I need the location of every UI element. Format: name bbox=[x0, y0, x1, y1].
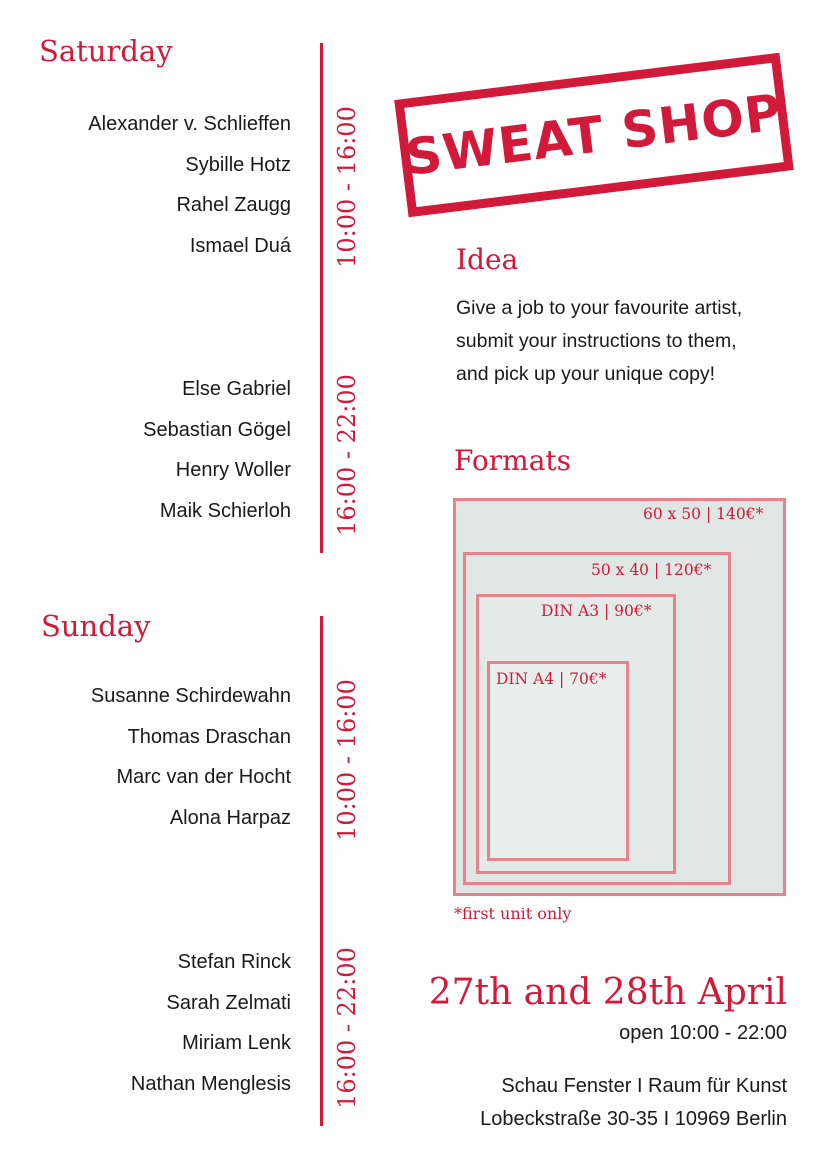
formats-footnote: *first unit only bbox=[454, 904, 572, 923]
idea-line: and pick up your unique copy! bbox=[456, 363, 716, 385]
saturday-slot1-list bbox=[31, 104, 291, 267]
artist-name: Thomas Draschan bbox=[127, 725, 291, 748]
venue-info bbox=[480, 1070, 787, 1136]
artist-name: Nathan Menglesis bbox=[130, 1073, 291, 1096]
format-60x50-label: 60 x 50 | 140€* bbox=[643, 505, 764, 523]
artist-name: Marc van der Hocht bbox=[116, 766, 291, 789]
artist-name: Henry Woller bbox=[175, 459, 291, 482]
artist-name: Maik Schierloh bbox=[159, 500, 291, 523]
artist-name: Susanne Schirdewahn bbox=[90, 685, 291, 707]
sunday-slot2-time: 16:00 - 22:00 bbox=[333, 947, 361, 1109]
artist-name: Sybille Hotz bbox=[185, 153, 291, 176]
artist-name: Rahel Zaugg bbox=[176, 194, 291, 217]
saturday-timeline bbox=[320, 43, 323, 553]
formats-title: Formats bbox=[454, 444, 572, 477]
saturday-slot2-time: 16:00 - 22:00 bbox=[333, 374, 361, 536]
artist-name: Alexander v. Schlieffen bbox=[88, 113, 291, 135]
artist-name: Sarah Zelmati bbox=[166, 991, 291, 1014]
event-dates: 27th and 28th April bbox=[428, 972, 787, 1013]
saturday-title: Saturday bbox=[39, 34, 173, 68]
artist-name: Sebastian Gögel bbox=[143, 418, 291, 441]
idea-title: Idea bbox=[456, 243, 519, 276]
opening-hours: open 10:00 - 22:00 bbox=[619, 1022, 787, 1044]
idea-line: Give a job to your favourite artist, bbox=[456, 297, 743, 319]
saturday-slot2-list bbox=[31, 369, 291, 532]
format-a4-label: DIN A4 | 70€* bbox=[496, 670, 607, 688]
sweat-shop-stamp-logo bbox=[394, 53, 793, 217]
sunday-timeline bbox=[320, 616, 323, 1126]
saturday-slot1-time: 10:00 - 16:00 bbox=[333, 106, 361, 268]
venue-address: Lobeckstraße 30-35 I 10969 Berlin bbox=[480, 1108, 787, 1130]
artist-name: Miriam Lenk bbox=[182, 1032, 291, 1055]
sunday-slot2-list bbox=[31, 942, 291, 1105]
format-a4-box bbox=[487, 661, 629, 861]
artist-name: Ismael Duá bbox=[189, 235, 291, 258]
idea-description bbox=[456, 292, 796, 391]
venue-name: Schau Fenster I Raum für Kunst bbox=[501, 1075, 787, 1097]
artist-name: Stefan Rinck bbox=[177, 951, 291, 973]
format-a3-label: DIN A3 | 90€* bbox=[541, 602, 652, 620]
sunday-slot1-time: 10:00 - 16:00 bbox=[333, 679, 361, 841]
artist-name: Alona Harpaz bbox=[169, 807, 291, 830]
idea-line: submit your instructions to them, bbox=[456, 330, 737, 352]
sunday-title: Sunday bbox=[41, 609, 151, 643]
sunday-slot1-list bbox=[31, 676, 291, 839]
format-50x40-label: 50 x 40 | 120€* bbox=[591, 561, 712, 579]
stamp-text: SWEAT SHOP bbox=[402, 83, 786, 187]
artist-name: Else Gabriel bbox=[182, 378, 291, 400]
